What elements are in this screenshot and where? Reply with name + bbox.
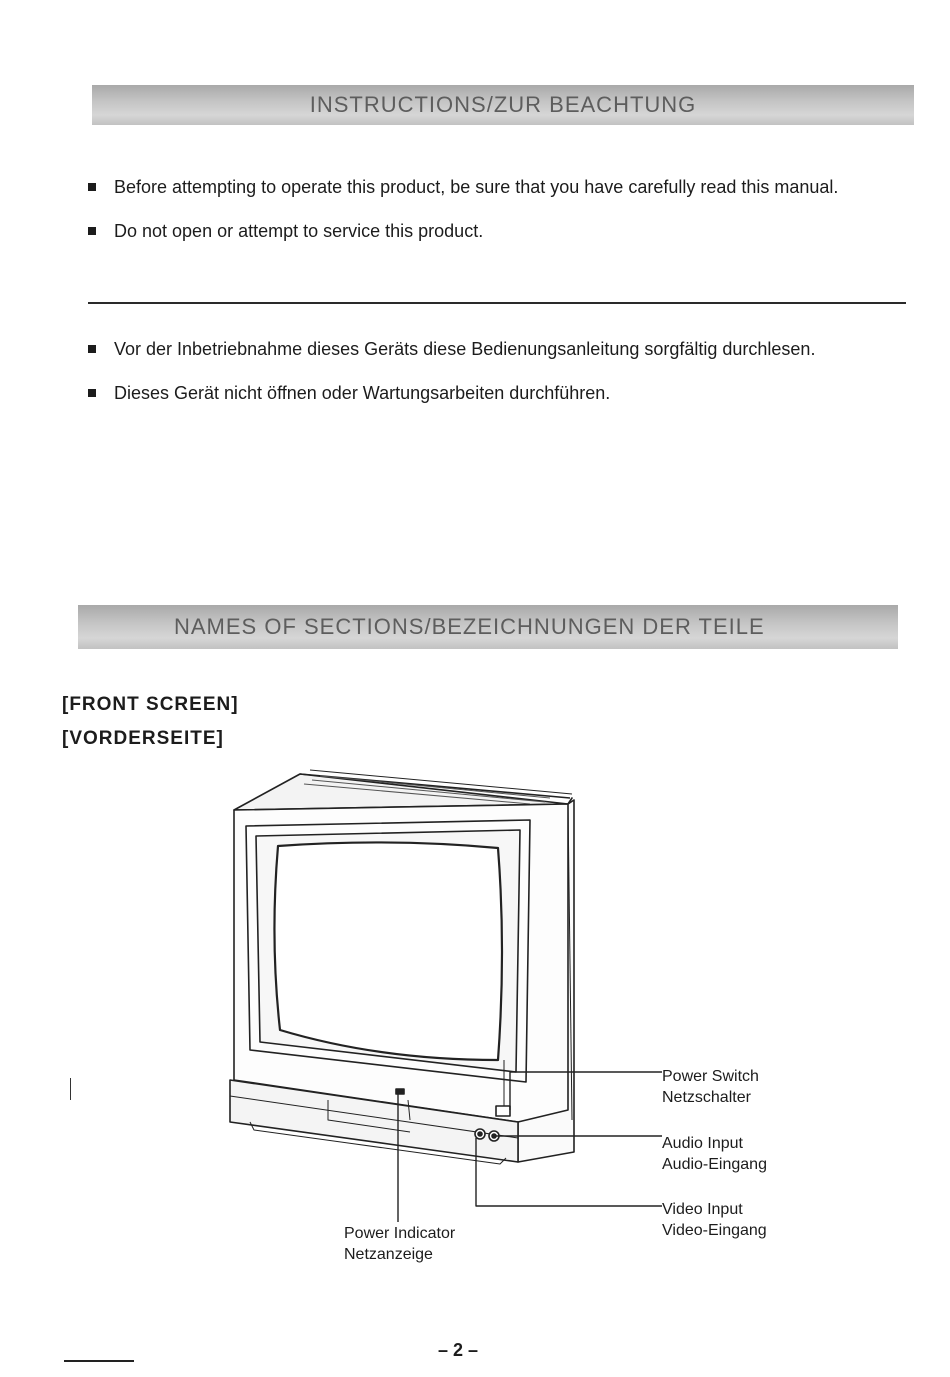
front-screen-heading: [FRONT SCREEN]: [62, 694, 239, 715]
video-input-label-en: Video Input: [662, 1201, 743, 1218]
vorderseite-heading: [VORDERSEITE]: [62, 728, 224, 749]
power-switch-label-en: Power Switch: [662, 1068, 759, 1085]
power-switch-label: [662, 1066, 759, 1108]
instruction-item: Before attempting to operate this product, be sure that you have carefully read this manual.: [88, 174, 908, 200]
audio-input-label-en: Audio Input: [662, 1135, 743, 1152]
power-switch-label-de: Netzschalter: [662, 1089, 751, 1106]
video-input-label-de: Video-Eingang: [662, 1222, 767, 1239]
names-of-sections-banner: [78, 605, 898, 649]
audio-input-label: [662, 1133, 767, 1175]
section-divider: [88, 302, 906, 304]
names-of-sections-title: NAMES OF SECTIONS/BEZEICHNUNGEN DER TEILE: [174, 614, 765, 639]
instruction-item: Dieses Gerät nicht öffnen oder Wartungsarbeiten durchführen.: [88, 380, 908, 406]
power-indicator-label-de: Netzanzeige: [344, 1246, 433, 1263]
page-number: – 2 –: [438, 1340, 479, 1360]
instructions-list-english: [88, 174, 908, 262]
power-indicator-label-en: Power Indicator: [344, 1225, 456, 1242]
instructions-banner: [92, 85, 914, 125]
margin-mark: [70, 1078, 71, 1100]
instructions-banner-title: INSTRUCTIONS/ZUR BEACHTUNG: [309, 92, 697, 117]
video-input-label: [662, 1199, 767, 1241]
instruction-item: Do not open or attempt to service this product.: [88, 218, 908, 244]
instruction-item: Vor der Inbetriebnahme dieses Geräts diese Bedienungsanleitung sorgfältig durchlesen.: [88, 336, 908, 362]
footer-rule: [64, 1360, 134, 1362]
instructions-list-german: [88, 336, 908, 424]
power-indicator-label: [344, 1223, 455, 1265]
audio-input-label-de: Audio-Eingang: [662, 1156, 767, 1173]
